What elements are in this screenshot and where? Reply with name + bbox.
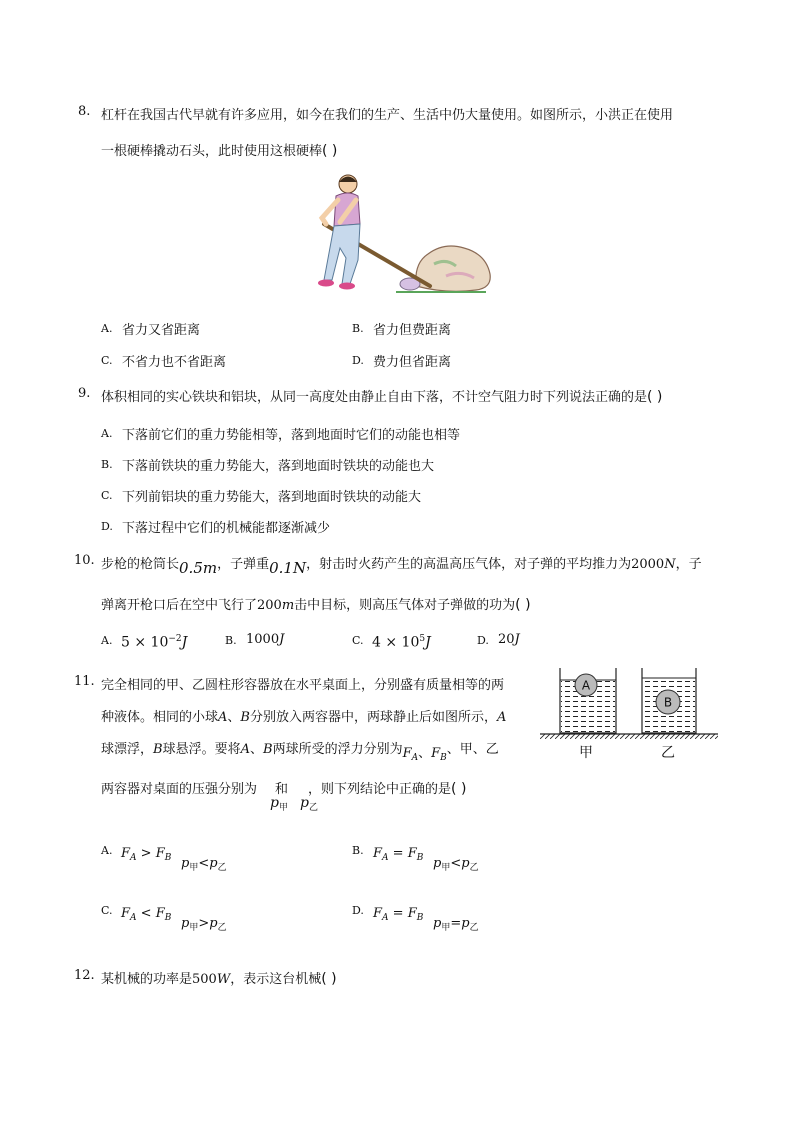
q12-text2: ，表示这台机械 xyxy=(230,972,322,987)
q10-answer-blank: ( ) xyxy=(515,597,531,613)
q11-oc-ps1: 甲 xyxy=(189,923,199,933)
q11-oc-s1: A xyxy=(130,913,137,923)
q11-l4c: ，则下列结论中正确的是 xyxy=(308,782,452,797)
q11-od-ps1: 甲 xyxy=(441,923,451,933)
q10-a-exp: −2 xyxy=(168,634,182,644)
q10-l1a: 步枪的枪筒长 xyxy=(101,557,180,572)
q10-l2a: 弹离开枪口后在空中飞行了200 xyxy=(101,598,282,613)
q11-l2-B: B xyxy=(240,710,250,725)
q11-l3d: 两球所受的浮力分别为 xyxy=(272,742,403,757)
containers-figure xyxy=(540,664,720,764)
q11-oa-opP: < xyxy=(198,856,210,871)
q12-text: 某机械的功率是500 xyxy=(101,972,217,987)
q11-ob-s2: B xyxy=(416,853,424,863)
q11-od-opF: = xyxy=(392,906,404,921)
q9-option-a-text: 下落前它们的重力势能相等，落到地面时它们的动能也相等 xyxy=(122,428,461,443)
q11-od-opP: = xyxy=(450,916,462,931)
q9-line1-text: 体积相同的实心铁块和铝块，从同一高度处由静止自由下落，不计空气阻力时下列说法正确的是 xyxy=(101,390,648,405)
q11-od-F2: F xyxy=(407,906,417,921)
q8-option-b-label: B. xyxy=(352,322,364,335)
q10-option-a-value xyxy=(121,634,187,651)
q9-line1 xyxy=(101,386,662,405)
q8-number: 8. xyxy=(78,104,91,119)
q11-l3-B2: B xyxy=(263,742,273,757)
ball-a-label: A xyxy=(581,678,591,693)
q11-option-d-label: D. xyxy=(352,904,364,917)
q11-option-d-pressure xyxy=(433,916,479,933)
q11-oc-F2: F xyxy=(155,906,165,921)
q11-l3-B: B xyxy=(153,742,163,757)
q11-FA-symbol xyxy=(403,746,419,761)
q11-oa-p2: p xyxy=(209,856,218,871)
q11-line3 xyxy=(101,738,499,763)
q10-d-val: 20 xyxy=(498,632,515,647)
q9-answer-blank: ( ) xyxy=(647,389,663,405)
q11-py-p: p xyxy=(300,795,309,811)
q11-option-a-pressure xyxy=(181,856,227,873)
q10-l1d: ，子 xyxy=(675,557,702,572)
person-pants xyxy=(324,224,360,284)
q11-oa-F2: F xyxy=(155,846,165,861)
q8-option-b-text: 省力但费距离 xyxy=(373,323,452,338)
q10-c-base: 4 × 10 xyxy=(372,634,420,651)
q11-oa-s1: A xyxy=(130,853,137,863)
q11-oc-opP: > xyxy=(198,916,210,931)
q10-c-exp: 5 xyxy=(419,634,426,644)
q11-oa-ps1: 甲 xyxy=(189,863,199,873)
q11-line2 xyxy=(101,706,506,725)
q11-answer-blank: ( ) xyxy=(451,781,467,797)
container-jia-label: 甲 xyxy=(579,745,593,761)
q11-ob-p2: p xyxy=(461,856,470,871)
q11-FB-symbol xyxy=(431,746,447,761)
q11-option-d-force xyxy=(373,906,423,923)
q10-number: 10. xyxy=(74,553,95,568)
q9-option-c-label: C. xyxy=(101,489,113,502)
q11-od-ps2: 乙 xyxy=(469,923,479,933)
q11-ob-ps2: 乙 xyxy=(469,863,479,873)
q11-ob-ps1: 甲 xyxy=(441,863,451,873)
q11-option-b-force xyxy=(373,846,423,863)
q11-oc-p2: p xyxy=(209,916,218,931)
q11-oc-F1: F xyxy=(121,906,131,921)
q11-oc-ps2: 乙 xyxy=(217,923,227,933)
q10-barrel-length: 0.5m xyxy=(179,559,218,577)
q11-oa-opF: > xyxy=(140,846,152,861)
q9-option-b-text: 下落前铁块的重力势能大，落到地面时铁块的动能也大 xyxy=(122,459,435,474)
q11-od-p1: p xyxy=(433,916,442,931)
ball-b-label: B xyxy=(663,695,673,710)
q11-number: 11. xyxy=(74,674,95,689)
q10-a-unit: J xyxy=(181,634,188,651)
q11-ob-opP: < xyxy=(450,856,462,871)
q11-oa-s2: B xyxy=(164,853,172,863)
q11-pj-sub: 甲 xyxy=(278,803,288,813)
q8-line2-text: 一根硬棒撬动石头，此时使用这根硬棒 xyxy=(101,144,323,159)
q11-ob-p1: p xyxy=(433,856,442,871)
q8-answer-blank: ( ) xyxy=(322,143,338,159)
q11-ob-F2: F xyxy=(407,846,417,861)
q11-l2a: 种液体。相同的小球 xyxy=(101,710,219,725)
q8-line2 xyxy=(101,140,337,159)
q10-l1b: ，子弹重 xyxy=(217,557,270,572)
q12-number: 12. xyxy=(74,968,95,983)
q10-bullet-weight: 0.1N xyxy=(269,559,307,577)
q11-oc-opF: < xyxy=(140,906,152,921)
q10-d-unit: J xyxy=(514,632,520,647)
q10-b-unit: J xyxy=(279,632,285,647)
q11-option-c-force xyxy=(121,906,171,923)
q11-line1: 完全相同的甲、乙圆柱形容器放在水平桌面上，分别盛有质量相等的两 xyxy=(101,678,505,693)
q11-oc-p1: p xyxy=(181,916,190,931)
q11-option-b-label: B. xyxy=(352,844,364,857)
q11-oc-s2: B xyxy=(164,913,172,923)
q11-oa-F1: F xyxy=(121,846,131,861)
q11-oa-p1: p xyxy=(181,856,190,871)
q11-l4b: 和 xyxy=(275,782,289,797)
q10-option-b-label: B. xyxy=(225,634,237,647)
q11-od-p2: p xyxy=(461,916,470,931)
q10-a-base: 5 × 10 xyxy=(121,634,169,651)
q11-pj-p: p xyxy=(270,795,279,811)
q12-unit: W xyxy=(216,972,231,987)
q11-ob-s1: A xyxy=(382,853,389,863)
q8-option-c-text: 不省力也不省距离 xyxy=(122,355,227,370)
q11-l3b: 球悬浮。要将 xyxy=(162,742,241,757)
q11-l2b: 、 xyxy=(227,710,241,725)
q11-py-sub: 乙 xyxy=(308,803,318,813)
q11-oa-ps2: 乙 xyxy=(217,863,227,873)
q11-od-F1: F xyxy=(373,906,383,921)
q11-od-s1: A xyxy=(382,913,389,923)
q10-option-c-value xyxy=(372,634,431,651)
q10-option-c-label: C. xyxy=(352,634,364,647)
q10-option-d-value xyxy=(498,632,520,647)
q8-option-c-label: C. xyxy=(101,354,113,367)
q9-option-d-text: 下落过程中它们的机械能都逐渐减少 xyxy=(122,521,331,536)
q11-option-c-pressure xyxy=(181,916,227,933)
q11-l2c: 分别放入两容器中，两球静止后如图所示， xyxy=(249,710,497,725)
q11-option-a-force xyxy=(121,846,171,863)
q8-option-d-label: D. xyxy=(352,354,364,367)
q11-FB-F: F xyxy=(431,746,441,761)
q11-FA-sub: A xyxy=(411,753,419,763)
q10-l1-unit: N xyxy=(664,557,676,572)
q10-b-val: 1000 xyxy=(246,632,280,647)
lever-illustration xyxy=(296,168,496,298)
q10-option-b-value xyxy=(246,632,284,647)
q12-line1 xyxy=(101,968,337,987)
q11-ob-F1: F xyxy=(373,846,383,861)
q11-l3c: 、 xyxy=(249,742,263,757)
q11-FA-F: F xyxy=(402,746,412,761)
q9-option-b-label: B. xyxy=(101,458,113,471)
q9-option-a-label: A. xyxy=(101,427,113,440)
q11-p-jia-symbol xyxy=(270,795,288,813)
q10-c-unit: J xyxy=(425,634,431,651)
q10-l2b: 击中目标，则高压气体对子弹做的功为 xyxy=(294,598,516,613)
q8-option-d-text: 费力但省距离 xyxy=(373,355,452,370)
q10-option-a-label: A. xyxy=(101,634,113,647)
q11-option-b-pressure xyxy=(433,856,479,873)
q8-option-a-text: 省力又省距离 xyxy=(122,323,201,338)
q11-option-a-label: A. xyxy=(101,844,113,857)
q11-option-c-label: C. xyxy=(101,904,113,917)
q9-number: 9. xyxy=(78,386,91,401)
q11-ob-opF: = xyxy=(392,846,404,861)
q11-FB-sub: B xyxy=(440,753,447,763)
q8-option-a-label: A. xyxy=(101,322,113,335)
container-yi-label: 乙 xyxy=(661,745,675,761)
q11-l3-A2: A xyxy=(240,742,250,757)
q11-l3a: 球漂浮， xyxy=(101,742,154,757)
q9-option-d-label: D. xyxy=(101,520,113,533)
q11-od-s2: B xyxy=(416,913,424,923)
q11-l2-A: A xyxy=(218,710,228,725)
q8-line1: 杠杆在我国古代早就有许多应用，如今在我们的生产、生活中仍大量使用。如图所示，小洪正在使用 xyxy=(101,108,674,123)
q10-l2-unit: m xyxy=(281,598,295,613)
q10-line2 xyxy=(101,594,531,613)
q11-p-yi-symbol xyxy=(300,795,318,813)
q10-option-d-label: D. xyxy=(477,634,489,647)
q9-option-c-text: 下列前铝块的重力势能大，落到地面时铁块的动能大 xyxy=(122,490,422,505)
q11-l3e: 、甲、乙 xyxy=(446,742,499,757)
q10-l1c: ，射击时火药产生的高温高压气体，对子弹的平均推力为2000 xyxy=(306,557,665,572)
q12-answer-blank: ( ) xyxy=(321,971,337,987)
q10-line1 xyxy=(101,553,702,577)
q11-l4a: 两容器对桌面的压强分别为 xyxy=(101,782,258,797)
q11-l2-A2: A xyxy=(497,710,507,725)
q11-dun: 、 xyxy=(418,746,432,761)
